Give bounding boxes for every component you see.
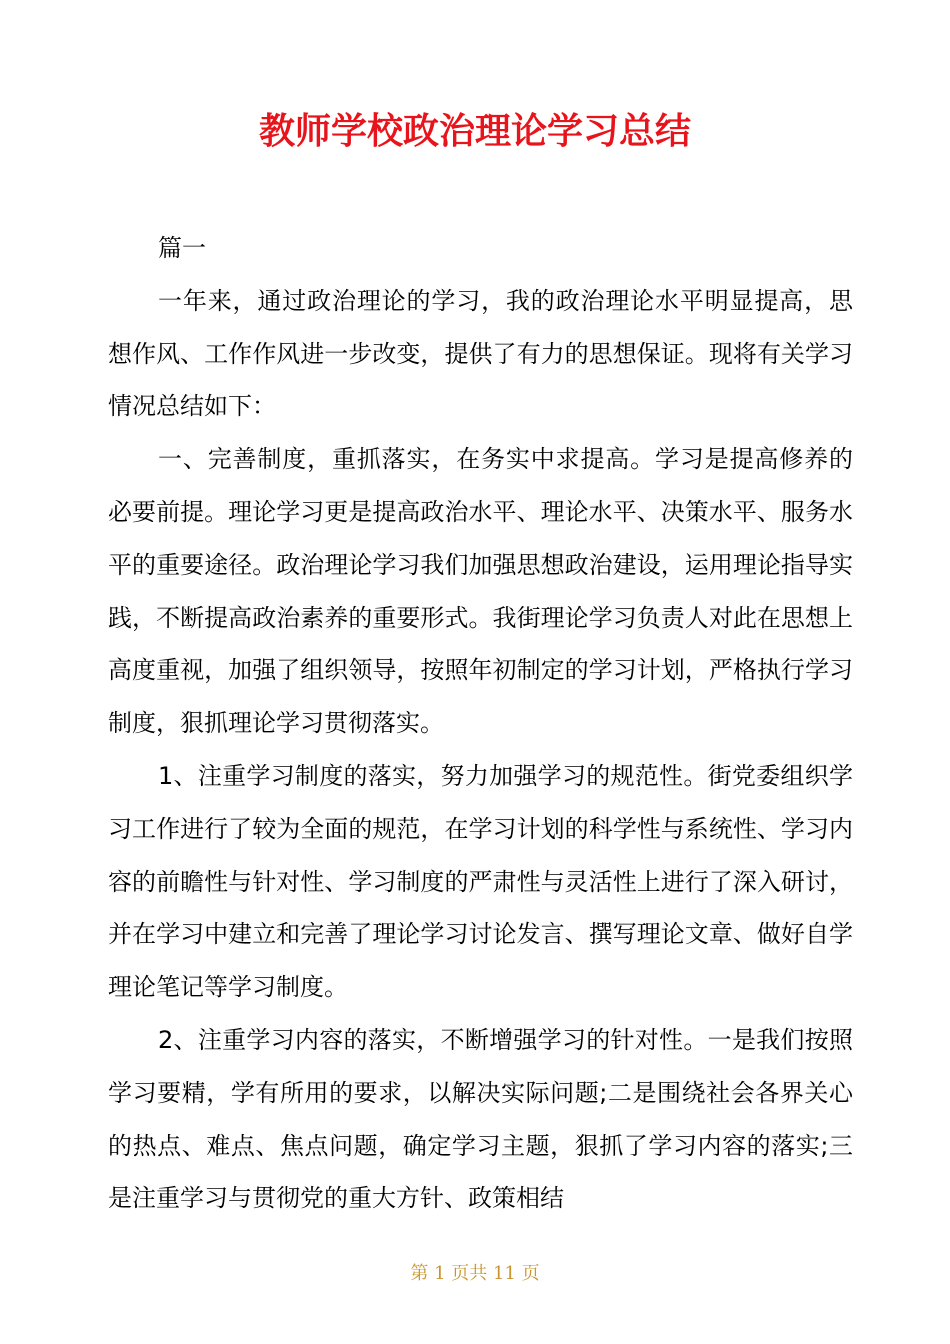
paragraph-intro: 一年来，通过政治理论的学习，我的政治理论水平明显提高，思想作风、工作作风进一步改变，提供了有力的思想保证。现将有关学习情况总结如下： bbox=[108, 286, 853, 421]
paragraph-item-one: 1、注重学习制度的落实，努力加强学习的规范性。街党委组织学习工作进行了较为全面的规范，在学习计划的科学性与系统性、学习内容的前瞻性与针对性、学习制度的严肃性与灵活性上进行了深入研讨，并在学习中建立和完善了理论学习讨论发言、撰写理论文章、做好自学理论笔记等学习制度。 bbox=[108, 761, 853, 1002]
page-number-footer: 第 1 页共 11 页 bbox=[410, 1263, 540, 1284]
document-title: 教师学校政治理论学习总结 bbox=[258, 111, 691, 152]
section-heading: 篇一 bbox=[158, 234, 206, 262]
paragraph-section-one: 一、完善制度，重抓落实，在务实中求提高。学习是提高修养的必要前提。理论学习更是提高政治水平、理论水平、决策水平、服务水平的重要途径。政治理论学习我们加强思想政治建设，运用理论指导实践，不断提高政治素养的重要形式。我街理论学习负责人对此在思想上高度重视，加强了组织领导，按照年初制定的学习计划，严格执行学习制度，狠抓理论学习贯彻落实。 bbox=[108, 445, 853, 738]
paragraph-item-two: 2、注重学习内容的落实，不断增强学习的针对性。一是我们按照学习要精，学有所用的要求，以解决实际问题;二是围绕社会各界关心的热点、难点、焦点问题，确定学习主题，狠抓了学习内容的落实;三是注重学习与贯彻党的重大方针、政策相结 bbox=[108, 1025, 853, 1213]
document-body bbox=[108, 222, 853, 1225]
